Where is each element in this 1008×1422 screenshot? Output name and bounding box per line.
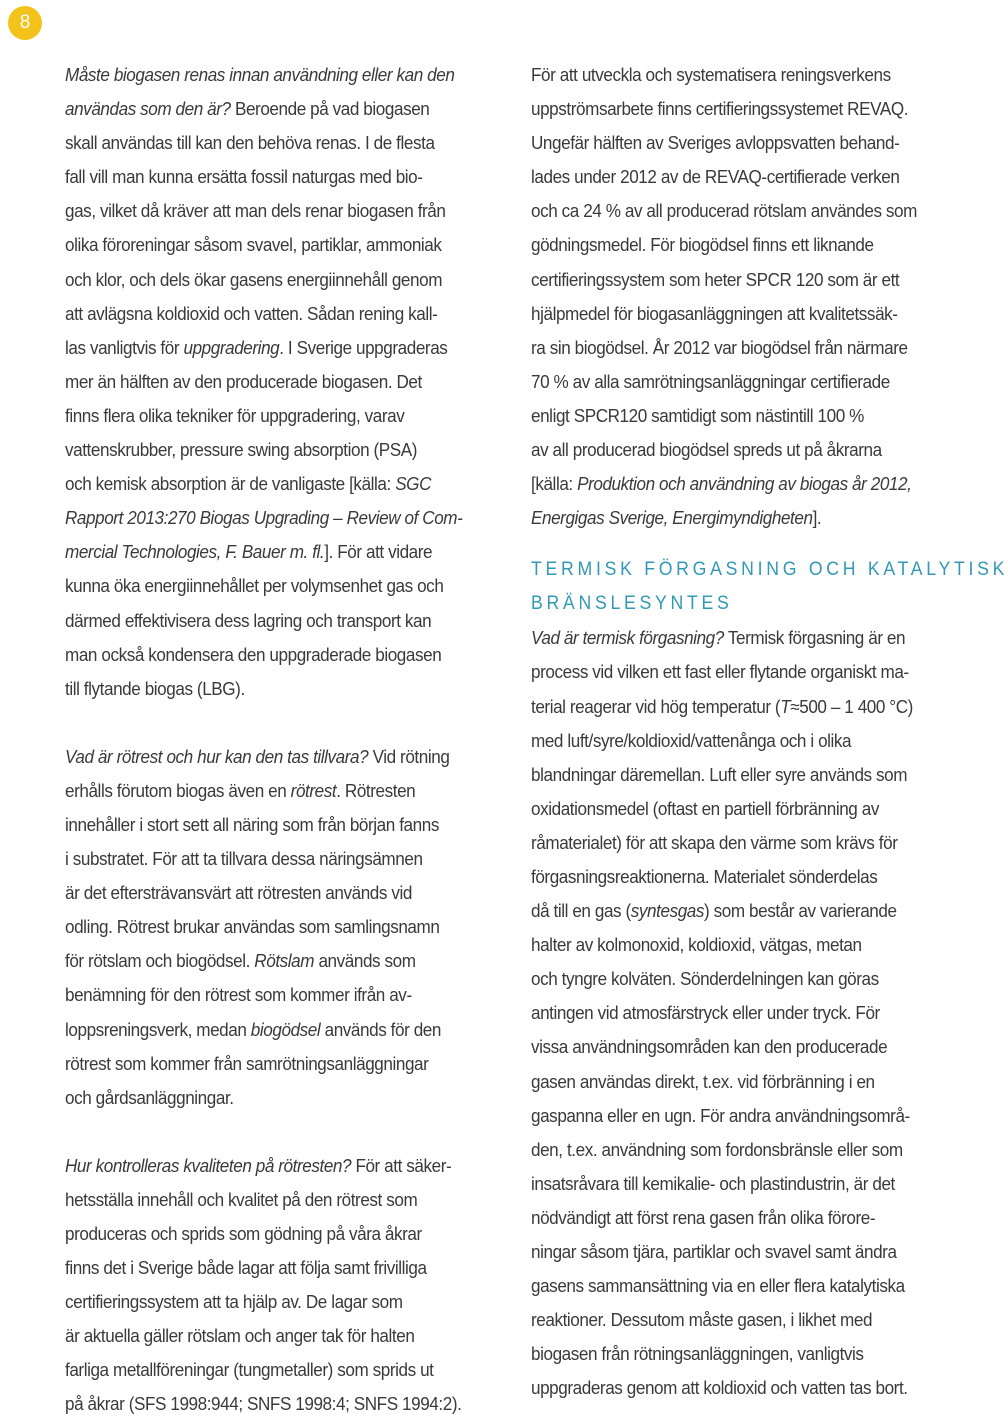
text-run: loppsreningsverk, medan [65, 1018, 251, 1040]
text-line [65, 263, 504, 297]
text-run: gas, vilket då kräver att man dels renar biogasen från [65, 200, 446, 222]
text-line [531, 1269, 963, 1303]
right-column-bottom-text [531, 621, 963, 1405]
text-run: i substratet. För att ta tillvara dessa näringsämnen [65, 848, 423, 870]
text-run: nödvändigt att först rena gasen från olika förore- [531, 1206, 876, 1228]
text-line [65, 297, 504, 331]
text-line [531, 126, 963, 160]
italic-text-run: rötrest [290, 779, 337, 801]
text-run: process vid vilken ett fast eller flytande organiskt ma- [531, 661, 909, 683]
text-run: gasen användas direkt, t.ex. vid förbränning i en [531, 1070, 875, 1092]
text-line [531, 655, 963, 689]
text-run: används som [314, 950, 416, 972]
text-run: terial reagerar vid hög temperatur ( [531, 695, 781, 717]
italic-text-run: Hur kontrolleras kvaliteten på rötresten? [65, 1154, 352, 1176]
italic-text-run: T [780, 695, 791, 717]
right-column-top-text [531, 58, 963, 535]
text-line [65, 978, 504, 1012]
text-line [531, 399, 963, 433]
text-run: råmaterialet) för att skapa den värme som krävs för [531, 831, 898, 853]
text-line [65, 1285, 504, 1319]
text-run: är aktuella gäller rötslam och anger tak för halten [65, 1325, 415, 1347]
italic-text-run: mercial Technologies, F. Bauer m. fl. [65, 541, 325, 563]
section-heading [531, 553, 1008, 621]
text-line [531, 1167, 963, 1201]
text-line [65, 1387, 504, 1421]
text-line [531, 160, 963, 194]
text-line [65, 1251, 504, 1285]
text-line [531, 792, 963, 826]
text-line [65, 58, 504, 92]
text-run: innehåller i stort sett all näring som från början fanns [65, 813, 439, 835]
text-run: antingen vid atmosfärstryck eller under tryck. För [531, 1002, 880, 1024]
italic-text-run: Energigas Sverige, Energimyndigheten [531, 507, 813, 529]
text-line [531, 928, 963, 962]
text-line [65, 1183, 504, 1217]
text-run: hjälpmedel för biogasanläggningen att kvalitetssäk- [531, 302, 898, 324]
text-run: blandningar däremellan. Luft eller syre används som [531, 763, 908, 785]
text-line [531, 365, 963, 399]
text-run: uppgraderas genom att koldioxid och vatten tas bort. [531, 1377, 908, 1399]
text-line [531, 758, 963, 792]
text-run: till flytande biogas (LBG). [65, 677, 245, 699]
text-run: För att utveckla och systematisera reningsverkens [531, 64, 891, 85]
text-line [65, 433, 504, 467]
text-line [65, 92, 504, 126]
italic-text-run: syntesgas [630, 900, 705, 922]
text-line [531, 1133, 963, 1167]
text-run: av all producerad biogödsel spreds ut på åkrarna [531, 439, 882, 461]
text-run: ) som består av varierande [704, 900, 897, 922]
section-heading-line: TERMISK FÖRGASNING OCH KATALYTISK [531, 559, 1008, 581]
text-line [531, 467, 963, 501]
italic-text-run: Rapport 2013:270 Biogas Upgrading – Review of Com- [65, 507, 463, 529]
section-heading-line: BRÄNSLESYNTES [531, 593, 733, 615]
text-line [531, 92, 963, 126]
text-line [531, 1303, 963, 1337]
text-run: olika föroreningar såsom svavel, partiklar, ammoniak [65, 234, 442, 256]
text-line [531, 58, 963, 92]
text-run: [källa: [531, 473, 578, 495]
text-run: . I Sverige uppgraderas [279, 336, 448, 358]
text-line [531, 501, 963, 535]
text-run: produceras och sprids som gödning på våra åkrar [65, 1223, 422, 1244]
text-line [531, 724, 963, 758]
text-run: används för den [320, 1018, 441, 1040]
text-line [531, 1030, 963, 1064]
text-run: 70 % av alla samrötningsanläggningar certifierade [531, 370, 890, 392]
text-run: fall vill man kunna ersätta fossil naturgas med bio- [65, 166, 423, 188]
text-run: erhålls förutom biogas även en [65, 779, 291, 801]
italic-text-run: Produktion och användning av biogas år 2012, [577, 473, 912, 495]
text-run: och gårdsanläggningar. [65, 1086, 234, 1108]
text-line [65, 842, 504, 876]
text-run: och tyngre kolväten. Sönderdelningen kan göras [531, 968, 879, 990]
text-line [531, 826, 963, 860]
text-line [65, 1319, 504, 1353]
left-column [65, 58, 504, 1422]
text-line [65, 910, 504, 944]
text-line [531, 621, 963, 655]
text-run: certifieringssystem som heter SPCR 120 som är ett [531, 268, 900, 290]
text-line [65, 1013, 504, 1047]
text-line [65, 126, 504, 160]
text-line [65, 228, 504, 262]
text-run: farliga metallföreningar (tungmetaller) som sprids ut [65, 1359, 434, 1381]
text-line [65, 535, 504, 569]
text-run: uppströmsarbete finns certifieringssystemet REVAQ. [531, 98, 909, 120]
text-run: Vid rötning [368, 745, 450, 767]
text-run: på åkrar (SFS 1998:944; SNFS 1998:4; SNFS 1994:2). [65, 1393, 462, 1415]
text-run: är det eftersträvansvärt att rötresten används vid [65, 882, 412, 904]
text-line [531, 894, 963, 928]
text-line [65, 1353, 504, 1387]
text-line [531, 1337, 963, 1371]
text-run: odling. Rötrest brukar användas som samlingsnamn [65, 916, 440, 938]
text-run: man också kondensera den uppgraderade biogasen [65, 643, 442, 665]
text-line [531, 331, 963, 365]
italic-text-run: Vad är rötrest och hur kan den tas tillvara? [65, 745, 369, 767]
text-line [531, 1201, 963, 1235]
text-line [65, 638, 504, 672]
paragraph-gap [65, 706, 504, 740]
text-run: och ca 24 % av all producerad rötslam användes som [531, 200, 917, 222]
text-run: rötrest som kommer från samrötningsanläggningar [65, 1052, 429, 1074]
text-run: halter av kolmonoxid, koldioxid, vätgas, metan [531, 934, 862, 956]
text-run: den, t.ex. användning som fordonsbränsle eller som [531, 1138, 903, 1160]
text-line [531, 433, 963, 467]
text-line [65, 569, 504, 603]
text-run: då till en gas ( [531, 900, 631, 922]
text-run: insatsråvara till kemikalie- och plastindustrin, är det [531, 1172, 895, 1194]
italic-text-run: uppgradering [183, 336, 280, 358]
text-run: biogasen från rötningsanläggningen, vanligtvis [531, 1343, 864, 1365]
text-line [65, 672, 504, 706]
text-run: ]. [812, 507, 822, 529]
text-line [65, 740, 504, 774]
italic-text-run: SGC [395, 473, 432, 495]
text-run: förgasningsreaktionerna. Materialet sönderdelas [531, 865, 878, 887]
text-run: certifieringssystem att ta hjälp av. De lagar som [65, 1291, 403, 1313]
text-run: och klor, och dels ökar gasens energiinnehåll genom [65, 268, 443, 290]
text-line [531, 1235, 963, 1269]
text-line [531, 263, 963, 297]
text-line [65, 808, 504, 842]
text-run: hetsställa innehåll och kvalitet på den rötrest som [65, 1188, 418, 1210]
text-run: Ungefär hälften av Sveriges avloppsvatten behand- [531, 132, 900, 154]
text-line [531, 962, 963, 996]
text-line [65, 774, 504, 808]
text-run: mer än hälften av den producerade biogasen. Det [65, 370, 422, 392]
left-column-text [65, 58, 504, 1422]
text-run: Beroende på vad biogasen [230, 98, 430, 120]
text-run: därmed effektivisera dess lagring och transport kan [65, 609, 432, 631]
text-run: ningar såsom tjära, partiklar och svavel samt ändra [531, 1241, 897, 1262]
text-run: ≈500 – 1 400 °C) [790, 695, 913, 717]
text-line [65, 604, 504, 638]
text-line [65, 399, 504, 433]
text-line [531, 996, 963, 1030]
text-line [65, 1047, 504, 1081]
text-line [65, 365, 504, 399]
text-line [531, 1099, 963, 1133]
text-line [65, 467, 504, 501]
text-line [531, 1371, 963, 1405]
italic-text-run: Vad är termisk förgasning? [531, 627, 724, 649]
text-run: ra sin biogödsel. År 2012 var biogödsel från närmare [531, 336, 908, 358]
italic-text-run: biogödsel [250, 1018, 321, 1040]
text-run: gödningsmedel. För biogödsel finns ett liknande [531, 234, 874, 256]
text-line [65, 876, 504, 910]
text-line [531, 860, 963, 894]
text-run: vissa användningsområden kan den producerade [531, 1036, 888, 1058]
text-run: Termisk förgasning är en [723, 627, 906, 649]
text-line [65, 944, 504, 978]
italic-text-run: Måste biogasen renas innan användning eller kan den [65, 64, 455, 85]
text-line [65, 331, 504, 365]
text-line [531, 690, 963, 724]
text-run: lades under 2012 av de REVAQ-certifierade verken [531, 166, 900, 188]
text-line [65, 160, 504, 194]
text-line [531, 1065, 963, 1099]
text-line [531, 297, 963, 331]
text-run: las vanligtvis för [65, 336, 184, 358]
text-run: kunna öka energiinnehållet per volymsenhet gas och [65, 575, 444, 597]
paragraph-gap [65, 1115, 504, 1149]
page-number-badge: 8 [8, 6, 42, 40]
text-run: att avlägsna koldioxid och vatten. Sådan rening kall- [65, 302, 438, 324]
right-column [531, 58, 1008, 1405]
text-run: med luft/syre/koldioxid/vattenånga och i olika [531, 729, 852, 751]
text-run: oxidationsmedel (oftast en partiell förbränning av [531, 797, 879, 819]
text-run: och kemisk absorption är de vanligaste [källa: [65, 473, 396, 495]
text-run: reaktioner. Dessutom måste gasen, i likhet med [531, 1309, 873, 1331]
text-run: gasens sammansättning via en eller flera katalytiska [531, 1275, 905, 1297]
text-run: skall användas till kan den behöva renas. I de flesta [65, 132, 435, 154]
text-line [65, 1149, 504, 1183]
text-run: vattenskrubber, pressure swing absorption (PSA) [65, 439, 418, 461]
italic-text-run: användas som den är? [65, 98, 231, 120]
text-line [531, 194, 963, 228]
text-line [65, 194, 504, 228]
text-run: finns flera olika tekniker för uppgradering, varav [65, 404, 405, 426]
text-run: . Rötresten [336, 779, 416, 801]
text-run: finns det i Sverige både lagar att följa samt frivilliga [65, 1257, 427, 1279]
text-line [65, 501, 504, 535]
italic-text-run: Rötslam [254, 950, 315, 972]
text-run: för rötslam och biogödsel. [65, 950, 255, 972]
text-run: gaspanna eller en ugn. För andra användningsområ- [531, 1104, 910, 1126]
text-line [65, 1081, 504, 1115]
text-run: benämning för den rötrest som kommer ifrån av- [65, 984, 412, 1006]
text-run: ]. För att vidare [324, 541, 433, 563]
text-line [531, 228, 963, 262]
text-line [65, 1217, 504, 1251]
text-run: enligt SPCR120 samtidigt som nästintill 100 % [531, 404, 864, 426]
text-run: För att säker- [351, 1154, 452, 1176]
